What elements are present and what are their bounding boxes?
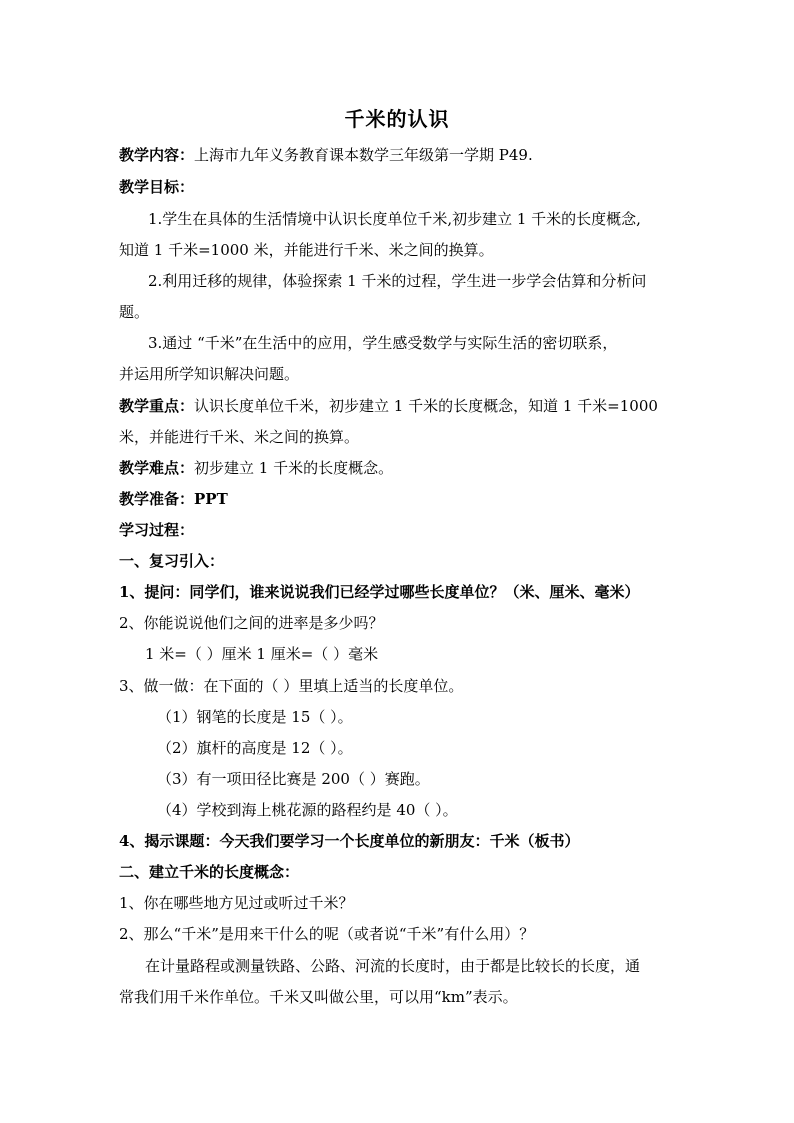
s1-question-1: 1、提问：同学们，谁来说说我们已经学过哪些长度单位？（米、厘米、毫米） (119, 583, 640, 601)
s1-question-2-answer: 1 米=（ ）厘米 1 厘米=（ ）毫米 (145, 645, 379, 663)
goal-2-line-1: 2.利用迁移的规律，体验探索 1 千米的过程，学生进一步学会估算和分析问 (148, 272, 647, 290)
s1-question-3: 3、做一做：在下面的（ ）里填上适当的长度单位。 (119, 677, 464, 695)
key-text-1: 认识长度单位千米，初步建立 1 千米的长度概念，知道 1 千米=1000 (194, 397, 658, 415)
process-label: 学习过程： (119, 521, 195, 539)
goal-3-line-2: 并运用所学知识解决问题。 (119, 365, 300, 383)
difficulty-line (119, 458, 393, 478)
content-line (119, 145, 533, 165)
prep-line (119, 489, 228, 509)
content-label: 教学内容： (119, 146, 195, 164)
key-line-1 (119, 396, 658, 416)
section-1-heading: 一、复习引入： (119, 552, 225, 570)
goal-2-line-2: 题。 (119, 303, 150, 321)
s2-question-1: 1、你在哪些地方见过或听过千米？ (119, 894, 354, 912)
goal-1-line-1: 1.学生在具体的生活情境中认识长度单位千米,初步建立 1 千米的长度概念, (148, 210, 641, 228)
s1-item-3: （3）有一项田径比赛是 200（ ）赛跑。 (157, 770, 430, 788)
key-label: 教学重点： (119, 397, 195, 415)
content-text: 上海市九年义务教育课本数学三年级第一学期 P49. (194, 146, 533, 164)
difficulty-label: 教学难点： (119, 459, 195, 477)
s2-question-2: 2、那么“千米”是用来干什么的呢（或者说“千米”有什么用）？ (119, 925, 535, 943)
goal-1-line-2: 知道 1 千米=1000 米，并能进行千米、米之间的换算。 (119, 241, 494, 259)
s1-item-4: （4）学校到海上桃花源的路程约是 40（ ）。 (157, 801, 458, 819)
s1-item-2: （2）旗杆的高度是 12（ ）。 (157, 739, 353, 757)
s1-question-4: 4、揭示课题：今天我们要学习一个长度单位的新朋友：千米（板书） (119, 832, 580, 850)
goal-3-line-1: 3.通过 “千米”在生活中的应用，学生感受数学与实际生活的密切联系， (148, 334, 618, 352)
key-line-2: 米，并能进行千米、米之间的换算。 (119, 428, 360, 446)
prep-label: 教学准备： (119, 490, 195, 508)
page-title: 千米的认识 (344, 107, 450, 131)
section-2-heading: 二、建立千米的长度概念： (119, 863, 300, 881)
s2-paragraph-line-1: 在计量路程或测量铁路、公路、河流的长度时，由于都是比较长的长度，通 (145, 957, 641, 975)
difficulty-text: 初步建立 1 千米的长度概念。 (194, 459, 394, 477)
s1-question-2: 2、你能说说他们之间的进率是多少吗？ (119, 614, 384, 632)
goals-label: 教学目标： (119, 178, 195, 196)
s2-paragraph-line-2: 常我们用千米作单位。千米又叫做公里，可以用“km”表示。 (119, 988, 518, 1006)
s1-item-1: （1）钢笔的长度是 15（ ）。 (157, 708, 353, 726)
prep-text: PPT (194, 490, 228, 508)
